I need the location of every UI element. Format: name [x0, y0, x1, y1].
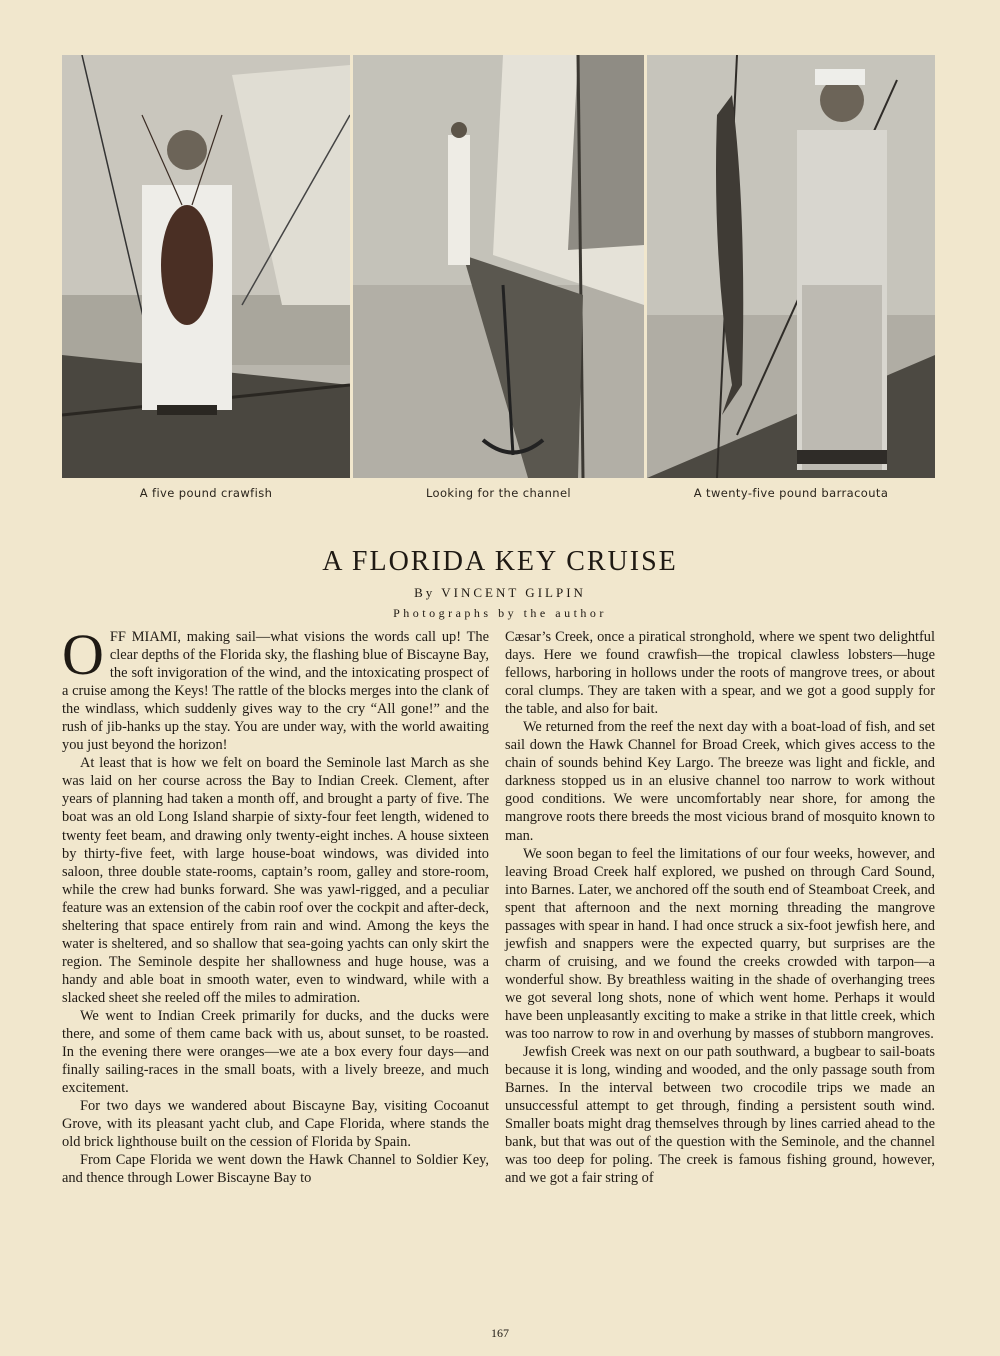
page-number: 167: [491, 1326, 509, 1340]
photo-crawfish: [62, 55, 350, 478]
paragraph: At least that is how we felt on board the Seminole last March as she was laid on her course across the Bay to Indian Creek. Clement, after years of planning had taken a month off, and brought a party of five. The boat was an old Long Island sharpie of sixty-four feet length, widened to twenty feet beam, and drawing only twenty-eight inches. A house sixteen by thirty-five feet, with large house-boat windows, was divided into saloon, three double state-rooms, captain’s room, galley and store-room, while the crew had bunks forward. She was yawl-rigged, and a peculiar feature was an extension of the cabin roof over the cockpit and after-deck, sheltering that space entirely from rain and wind. Among the keys the water is sheltered, and so shallow that sea-going yachts can only skirt the region. The Seminole despite her shallowness and huge house, was a handy and able boat in smooth water, even to windward, while with a slacked sheet she reeled off the miles to admiration.: [62, 755, 489, 1006]
paragraph: OFF MIAMI, making sail—what visions the words call up! The clear depths of the Florida sky, the flashing blue of Biscayne Bay, the soft invigoration of the wind, and the intoxicating prospect of a cruise among the Keys! The rattle of the blocks merges into the clank of the windlass, which suddenly gives way to the cry “All gone!” and the rush of jib-hanks up the stay. You are under way, with the world awaiting you just beyond the horizon!: [62, 622, 489, 754]
paragraph: From Cape Florida we went down the Hawk Channel to Soldier Key, and thence through Lower Biscayne Bay to: [62, 1152, 489, 1187]
text-column-left: [62, 622, 489, 1187]
paragraph: We soon began to feel the limitations of our four weeks, however, and leaving Broad Creek half explored, we pushed on through Card Sound, into Barnes. Later, we anchored off the south end of Steamboat Creek, and spent that afternoon and the next morning threading the mangrove passages with spear in hand. I had once struck a six-foot jewfish here, and jewfish and snappers were the expected quarry, but surprises are the charm of cruising, and we found the creeks crowded with tarpon—a wonderful show. By breathless waiting in the shade of overhanging trees we got several long shots, none of which went home. Perhaps it would have been unpleasantly exciting to make a strike in that little creek, which was too narrow to row in and overhung by masses of stubborn mangroves.: [505, 845, 935, 1043]
photo-row: [62, 55, 935, 478]
paragraph: Jewfish Creek was next on our path southward, a bugbear to sail-boats because it is long, winding and wooded, and the only passage south from Barnes. In the interval between two crocodile trips we made an unsuccessful attempt to get through, finding a persistent south wind. Smaller boats might drag themselves through by lines carried ahead to the bank, but that was out of the question with the Seminole, and the channel was too deep for poling. The creek is famous fishing ground, however, and we got a fair string of: [505, 1044, 935, 1187]
photo-caption: A twenty-five pound barracouta: [693, 486, 889, 500]
article-title: A FLORIDA KEY CRUISE: [322, 546, 678, 577]
photo-caption: Looking for the channel: [425, 486, 572, 500]
paragraph: Cæsar’s Creek, once a piratical stronghold, where we spent two delightful days. Here we found crawfish—the tropical clawless lobsters—huge fellows, harboring in hollows under the roots of mangrove trees, or about coral clumps. They are taken with a spear, and we got a good supply for the table, and also for bait.: [505, 629, 935, 718]
paragraph: For two days we wandered about Biscayne Bay, visiting Cocoanut Grove, with its pleasant yacht club, and Cape Florida, where stands the old brick lighthouse built on the cession of Florida by Spain.: [62, 1098, 489, 1151]
paragraph: We went to Indian Creek primarily for ducks, and the ducks were there, and some of them came back with us, about sunset, to be roasted. In the evening there were oranges—we ate a box every four days—and finally sailing-races in the small boats, with a lively breeze, and much excitement.: [62, 1007, 489, 1097]
text-column-right: [505, 628, 935, 1187]
article-byline: By VINCENT GILPIN: [414, 585, 586, 600]
drop-cap: O: [62, 622, 104, 687]
photo-credit: Photographs by the author: [393, 606, 607, 620]
photo-barracouta: [647, 55, 935, 478]
photo-caption: A five pound crawfish: [139, 486, 273, 500]
paragraph: We returned from the reef the next day with a boat-load of fish, and set sail down the Hawk Channel for Broad Creek, which gives access to the chain of sounds behind Key Largo. The breeze was light and fickle, and darkness stopped us in an elusive channel too narrow to work without good conditions. We were uncomfortably near shore, for among the mangrove roots there breeds the most vicious brand of mosquito known to man.: [505, 719, 935, 844]
photo-channel: [353, 55, 644, 478]
